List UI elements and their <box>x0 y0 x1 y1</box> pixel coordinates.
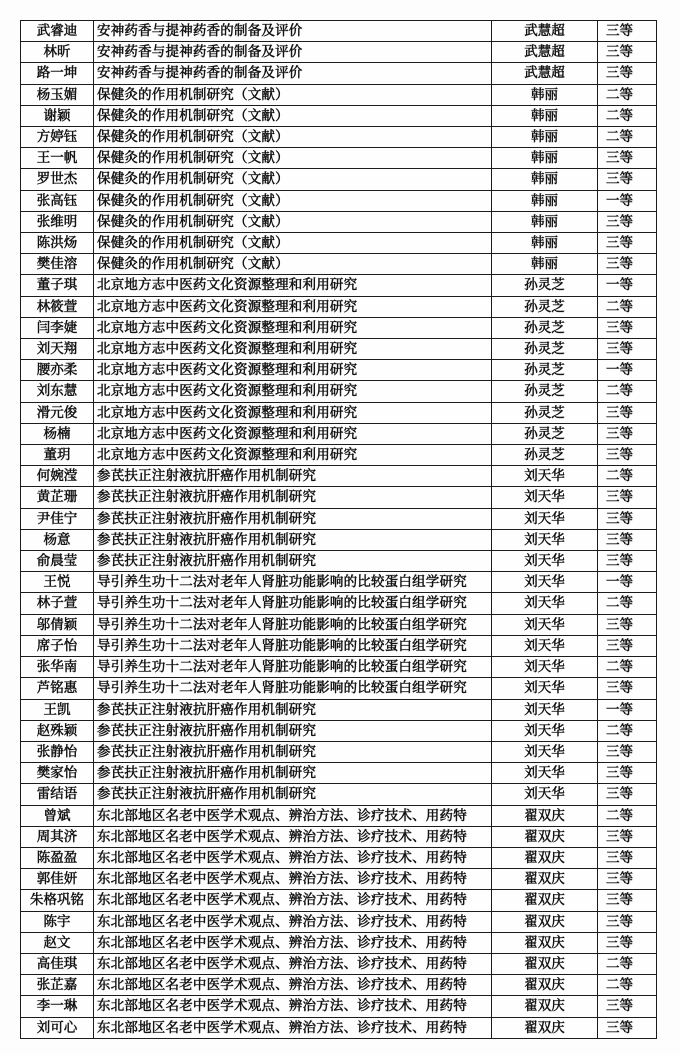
supervisor-name-cell: 翟双庆 <box>492 869 598 890</box>
table-row <box>21 826 657 847</box>
student-name-cell: 闫李婕 <box>21 317 94 338</box>
award-grade-cell: 三等 <box>598 932 657 953</box>
supervisor-name-cell: 孙灵芝 <box>492 317 598 338</box>
award-grade-cell: 二等 <box>598 975 657 996</box>
award-grade-cell: 二等 <box>598 84 657 105</box>
supervisor-name-cell: 孙灵芝 <box>492 275 598 296</box>
table-row <box>21 720 657 741</box>
student-name-cell: 杨玉媚 <box>21 84 94 105</box>
student-name-cell: 陈盈盈 <box>21 847 94 868</box>
project-title-cell: 参芪扶正注射液抗肝癌作用机制研究 <box>94 466 492 487</box>
award-grade-cell: 三等 <box>598 63 657 84</box>
student-name-cell: 刘天翔 <box>21 339 94 360</box>
supervisor-name-cell: 刘天华 <box>492 720 598 741</box>
table-row <box>21 741 657 762</box>
award-grade-cell: 三等 <box>598 996 657 1017</box>
student-name-cell: 芦铭惠 <box>21 678 94 699</box>
award-grade-cell: 三等 <box>598 890 657 911</box>
award-grade-cell: 三等 <box>598 317 657 338</box>
table-row <box>21 339 657 360</box>
supervisor-name-cell: 刘天华 <box>492 487 598 508</box>
project-title-cell: 导引养生功十二法对老年人肾脏功能影响的比较蛋白组学研究 <box>94 635 492 656</box>
project-title-cell: 保健灸的作用机制研究（文献） <box>94 105 492 126</box>
project-title-cell: 导引养生功十二法对老年人肾脏功能影响的比较蛋白组学研究 <box>94 572 492 593</box>
award-grade-cell: 三等 <box>598 508 657 529</box>
student-name-cell: 何婉滢 <box>21 466 94 487</box>
supervisor-name-cell: 韩丽 <box>492 254 598 275</box>
supervisor-name-cell: 翟双庆 <box>492 953 598 974</box>
award-grade-cell: 二等 <box>598 466 657 487</box>
student-name-cell: 刘可心 <box>21 1017 94 1038</box>
project-title-cell: 保健灸的作用机制研究（文献） <box>94 254 492 275</box>
supervisor-name-cell: 刘天华 <box>492 593 598 614</box>
supervisor-name-cell: 刘天华 <box>492 466 598 487</box>
project-title-cell: 安神药香与提神药香的制备及评价 <box>94 42 492 63</box>
table-row <box>21 932 657 953</box>
project-title-cell: 安神药香与提神药香的制备及评价 <box>94 21 492 42</box>
award-grade-cell: 三等 <box>598 635 657 656</box>
student-name-cell: 黄芷珊 <box>21 487 94 508</box>
supervisor-name-cell: 韩丽 <box>492 233 598 254</box>
supervisor-name-cell: 武慧超 <box>492 63 598 84</box>
student-name-cell: 方婷钰 <box>21 127 94 148</box>
award-grade-cell: 三等 <box>598 614 657 635</box>
supervisor-name-cell: 翟双庆 <box>492 911 598 932</box>
table-row <box>21 275 657 296</box>
table-row <box>21 21 657 42</box>
table-row <box>21 529 657 550</box>
student-name-cell: 刘东慧 <box>21 381 94 402</box>
table-row <box>21 402 657 423</box>
supervisor-name-cell: 韩丽 <box>492 127 598 148</box>
table-row <box>21 254 657 275</box>
award-grade-cell: 三等 <box>598 233 657 254</box>
project-title-cell: 参芪扶正注射液抗肝癌作用机制研究 <box>94 699 492 720</box>
project-title-cell: 东北部地区名老中医学术观点、辨治方法、诊疗技术、用药特 <box>94 953 492 974</box>
table-row <box>21 233 657 254</box>
table-row <box>21 84 657 105</box>
table-row <box>21 508 657 529</box>
student-name-cell: 俞晨莹 <box>21 551 94 572</box>
student-name-cell: 尹佳宁 <box>21 508 94 529</box>
project-title-cell: 导引养生功十二法对老年人肾脏功能影响的比较蛋白组学研究 <box>94 678 492 699</box>
award-grade-cell: 三等 <box>598 254 657 275</box>
supervisor-name-cell: 刘天华 <box>492 784 598 805</box>
supervisor-name-cell: 翟双庆 <box>492 890 598 911</box>
award-grade-cell: 三等 <box>598 551 657 572</box>
award-grade-cell: 三等 <box>598 741 657 762</box>
project-title-cell: 北京地方志中医药文化资源整理和利用研究 <box>94 296 492 317</box>
table-row <box>21 996 657 1017</box>
award-grade-cell: 三等 <box>598 784 657 805</box>
supervisor-name-cell: 刘天华 <box>492 699 598 720</box>
project-title-cell: 北京地方志中医药文化资源整理和利用研究 <box>94 339 492 360</box>
student-name-cell: 曾斌 <box>21 805 94 826</box>
award-grade-cell: 一等 <box>598 572 657 593</box>
student-name-cell: 雷结语 <box>21 784 94 805</box>
student-name-cell: 张静怡 <box>21 741 94 762</box>
supervisor-name-cell: 翟双庆 <box>492 826 598 847</box>
table-row <box>21 975 657 996</box>
award-grade-cell: 三等 <box>598 869 657 890</box>
award-grade-cell: 三等 <box>598 21 657 42</box>
award-grade-cell: 二等 <box>598 296 657 317</box>
table-row <box>21 911 657 932</box>
student-name-cell: 林筱萱 <box>21 296 94 317</box>
supervisor-name-cell: 刘天华 <box>492 763 598 784</box>
supervisor-name-cell: 韩丽 <box>492 190 598 211</box>
award-grade-cell: 二等 <box>598 720 657 741</box>
project-title-cell: 北京地方志中医药文化资源整理和利用研究 <box>94 423 492 444</box>
student-name-cell: 林昕 <box>21 42 94 63</box>
student-name-cell: 王悦 <box>21 572 94 593</box>
student-name-cell: 赵殊颖 <box>21 720 94 741</box>
table-row <box>21 445 657 466</box>
project-title-cell: 参芪扶正注射液抗肝癌作用机制研究 <box>94 763 492 784</box>
project-title-cell: 北京地方志中医药文化资源整理和利用研究 <box>94 445 492 466</box>
supervisor-name-cell: 孙灵芝 <box>492 423 598 444</box>
award-grade-cell: 二等 <box>598 593 657 614</box>
project-title-cell: 导引养生功十二法对老年人肾脏功能影响的比较蛋白组学研究 <box>94 657 492 678</box>
project-title-cell: 导引养生功十二法对老年人肾脏功能影响的比较蛋白组学研究 <box>94 593 492 614</box>
award-grade-cell: 三等 <box>598 169 657 190</box>
supervisor-name-cell: 刘天华 <box>492 614 598 635</box>
award-grade-cell: 一等 <box>598 360 657 381</box>
table-row <box>21 148 657 169</box>
project-title-cell: 保健灸的作用机制研究（文献） <box>94 148 492 169</box>
supervisor-name-cell: 韩丽 <box>492 211 598 232</box>
project-title-cell: 保健灸的作用机制研究（文献） <box>94 211 492 232</box>
table-row <box>21 953 657 974</box>
supervisor-name-cell: 刘天华 <box>492 678 598 699</box>
table-row <box>21 169 657 190</box>
award-grade-cell: 三等 <box>598 42 657 63</box>
student-name-cell: 王凯 <box>21 699 94 720</box>
project-title-cell: 东北部地区名老中医学术观点、辨治方法、诊疗技术、用药特 <box>94 1017 492 1038</box>
supervisor-name-cell: 韩丽 <box>492 148 598 169</box>
table-row <box>21 466 657 487</box>
table-row <box>21 1017 657 1038</box>
award-grade-cell: 二等 <box>598 953 657 974</box>
project-title-cell: 东北部地区名老中医学术观点、辨治方法、诊疗技术、用药特 <box>94 890 492 911</box>
table-row <box>21 317 657 338</box>
project-title-cell: 东北部地区名老中医学术观点、辨治方法、诊疗技术、用药特 <box>94 911 492 932</box>
table-row <box>21 127 657 148</box>
supervisor-name-cell: 孙灵芝 <box>492 360 598 381</box>
award-grade-cell: 一等 <box>598 699 657 720</box>
table-row <box>21 763 657 784</box>
student-name-cell: 邬倩颖 <box>21 614 94 635</box>
student-name-cell: 张芷嘉 <box>21 975 94 996</box>
project-title-cell: 北京地方志中医药文化资源整理和利用研究 <box>94 360 492 381</box>
student-name-cell: 张华南 <box>21 657 94 678</box>
award-grade-cell: 三等 <box>598 1017 657 1038</box>
table-row <box>21 190 657 211</box>
table-row <box>21 869 657 890</box>
project-title-cell: 东北部地区名老中医学术观点、辨治方法、诊疗技术、用药特 <box>94 805 492 826</box>
award-grade-cell: 二等 <box>598 105 657 126</box>
project-title-cell: 导引养生功十二法对老年人肾脏功能影响的比较蛋白组学研究 <box>94 614 492 635</box>
table-row <box>21 847 657 868</box>
student-name-cell: 杨意 <box>21 529 94 550</box>
award-grade-cell: 一等 <box>598 275 657 296</box>
award-grade-cell: 三等 <box>598 487 657 508</box>
results-table <box>20 20 657 1039</box>
supervisor-name-cell: 刘天华 <box>492 572 598 593</box>
supervisor-name-cell: 翟双庆 <box>492 932 598 953</box>
award-grade-cell: 三等 <box>598 763 657 784</box>
supervisor-name-cell: 韩丽 <box>492 105 598 126</box>
student-name-cell: 林子萱 <box>21 593 94 614</box>
supervisor-name-cell: 刘天华 <box>492 635 598 656</box>
project-title-cell: 东北部地区名老中医学术观点、辨治方法、诊疗技术、用药特 <box>94 996 492 1017</box>
student-name-cell: 陈洪炀 <box>21 233 94 254</box>
project-title-cell: 保健灸的作用机制研究（文献） <box>94 233 492 254</box>
project-title-cell: 参芪扶正注射液抗肝癌作用机制研究 <box>94 487 492 508</box>
table-row <box>21 487 657 508</box>
project-title-cell: 参芪扶正注射液抗肝癌作用机制研究 <box>94 508 492 529</box>
supervisor-name-cell: 翟双庆 <box>492 805 598 826</box>
award-grade-cell: 三等 <box>598 826 657 847</box>
award-grade-cell: 三等 <box>598 402 657 423</box>
supervisor-name-cell: 刘天华 <box>492 529 598 550</box>
project-title-cell: 东北部地区名老中医学术观点、辨治方法、诊疗技术、用药特 <box>94 932 492 953</box>
project-title-cell: 参芪扶正注射液抗肝癌作用机制研究 <box>94 784 492 805</box>
table-row <box>21 551 657 572</box>
student-name-cell: 谢颖 <box>21 105 94 126</box>
student-name-cell: 陈宇 <box>21 911 94 932</box>
table-row <box>21 805 657 826</box>
table-row <box>21 423 657 444</box>
table-row <box>21 63 657 84</box>
student-name-cell: 席子怡 <box>21 635 94 656</box>
project-title-cell: 东北部地区名老中医学术观点、辨治方法、诊疗技术、用药特 <box>94 847 492 868</box>
student-name-cell: 张高钰 <box>21 190 94 211</box>
student-name-cell: 杨楠 <box>21 423 94 444</box>
student-name-cell: 腰亦柔 <box>21 360 94 381</box>
supervisor-name-cell: 孙灵芝 <box>492 339 598 360</box>
award-grade-cell: 三等 <box>598 529 657 550</box>
supervisor-name-cell: 翟双庆 <box>492 1017 598 1038</box>
supervisor-name-cell: 刘天华 <box>492 551 598 572</box>
project-title-cell: 北京地方志中医药文化资源整理和利用研究 <box>94 381 492 402</box>
award-grade-cell: 一等 <box>598 190 657 211</box>
supervisor-name-cell: 刘天华 <box>492 657 598 678</box>
student-name-cell: 武睿迪 <box>21 21 94 42</box>
award-grade-cell: 三等 <box>598 423 657 444</box>
student-name-cell: 路一坤 <box>21 63 94 84</box>
supervisor-name-cell: 翟双庆 <box>492 847 598 868</box>
award-grade-cell: 三等 <box>598 847 657 868</box>
award-grade-cell: 三等 <box>598 339 657 360</box>
student-name-cell: 郭佳妍 <box>21 869 94 890</box>
award-grade-cell: 三等 <box>598 911 657 932</box>
student-name-cell: 滑元俊 <box>21 402 94 423</box>
table-row <box>21 211 657 232</box>
supervisor-name-cell: 武慧超 <box>492 42 598 63</box>
project-title-cell: 参芪扶正注射液抗肝癌作用机制研究 <box>94 741 492 762</box>
student-name-cell: 董玥 <box>21 445 94 466</box>
project-title-cell: 参芪扶正注射液抗肝癌作用机制研究 <box>94 720 492 741</box>
student-name-cell: 李一琳 <box>21 996 94 1017</box>
supervisor-name-cell: 翟双庆 <box>492 996 598 1017</box>
student-name-cell: 周其济 <box>21 826 94 847</box>
award-grade-cell: 二等 <box>598 657 657 678</box>
project-title-cell: 保健灸的作用机制研究（文献） <box>94 190 492 211</box>
supervisor-name-cell: 孙灵芝 <box>492 445 598 466</box>
supervisor-name-cell: 刘天华 <box>492 508 598 529</box>
project-title-cell: 保健灸的作用机制研究（文献） <box>94 84 492 105</box>
table-row <box>21 296 657 317</box>
project-title-cell: 安神药香与提神药香的制备及评价 <box>94 63 492 84</box>
table-row <box>21 784 657 805</box>
table-row <box>21 381 657 402</box>
table-row <box>21 614 657 635</box>
project-title-cell: 保健灸的作用机制研究（文献） <box>94 169 492 190</box>
student-name-cell: 高佳琪 <box>21 953 94 974</box>
project-title-cell: 东北部地区名老中医学术观点、辨治方法、诊疗技术、用药特 <box>94 869 492 890</box>
project-title-cell: 北京地方志中医药文化资源整理和利用研究 <box>94 275 492 296</box>
table-row <box>21 657 657 678</box>
supervisor-name-cell: 孙灵芝 <box>492 402 598 423</box>
table-row <box>21 360 657 381</box>
award-grade-cell: 三等 <box>598 445 657 466</box>
student-name-cell: 董子琪 <box>21 275 94 296</box>
project-title-cell: 北京地方志中医药文化资源整理和利用研究 <box>94 317 492 338</box>
award-grade-cell: 三等 <box>598 678 657 699</box>
project-title-cell: 北京地方志中医药文化资源整理和利用研究 <box>94 402 492 423</box>
award-grade-cell: 二等 <box>598 805 657 826</box>
project-title-cell: 参芪扶正注射液抗肝癌作用机制研究 <box>94 551 492 572</box>
supervisor-name-cell: 翟双庆 <box>492 975 598 996</box>
supervisor-name-cell: 孙灵芝 <box>492 296 598 317</box>
table-row <box>21 699 657 720</box>
supervisor-name-cell: 刘天华 <box>492 741 598 762</box>
award-grade-cell: 三等 <box>598 211 657 232</box>
award-grade-cell: 二等 <box>598 127 657 148</box>
project-title-cell: 参芪扶正注射液抗肝癌作用机制研究 <box>94 529 492 550</box>
project-title-cell: 保健灸的作用机制研究（文献） <box>94 127 492 148</box>
project-title-cell: 东北部地区名老中医学术观点、辨治方法、诊疗技术、用药特 <box>94 826 492 847</box>
table-row <box>21 678 657 699</box>
student-name-cell: 王一帆 <box>21 148 94 169</box>
award-grade-cell: 二等 <box>598 381 657 402</box>
supervisor-name-cell: 孙灵芝 <box>492 381 598 402</box>
student-name-cell: 朱格巩铭 <box>21 890 94 911</box>
student-name-cell: 赵文 <box>21 932 94 953</box>
student-name-cell: 樊佳溶 <box>21 254 94 275</box>
supervisor-name-cell: 韩丽 <box>492 169 598 190</box>
table-row <box>21 890 657 911</box>
table-row <box>21 593 657 614</box>
table-row <box>21 42 657 63</box>
table-row <box>21 635 657 656</box>
project-title-cell: 东北部地区名老中医学术观点、辨治方法、诊疗技术、用药特 <box>94 975 492 996</box>
supervisor-name-cell: 武慧超 <box>492 21 598 42</box>
student-name-cell: 罗世杰 <box>21 169 94 190</box>
supervisor-name-cell: 韩丽 <box>492 84 598 105</box>
table-row <box>21 105 657 126</box>
table-row <box>21 572 657 593</box>
results-table-body <box>21 21 657 1039</box>
student-name-cell: 张维明 <box>21 211 94 232</box>
award-grade-cell: 三等 <box>598 148 657 169</box>
student-name-cell: 樊家怡 <box>21 763 94 784</box>
